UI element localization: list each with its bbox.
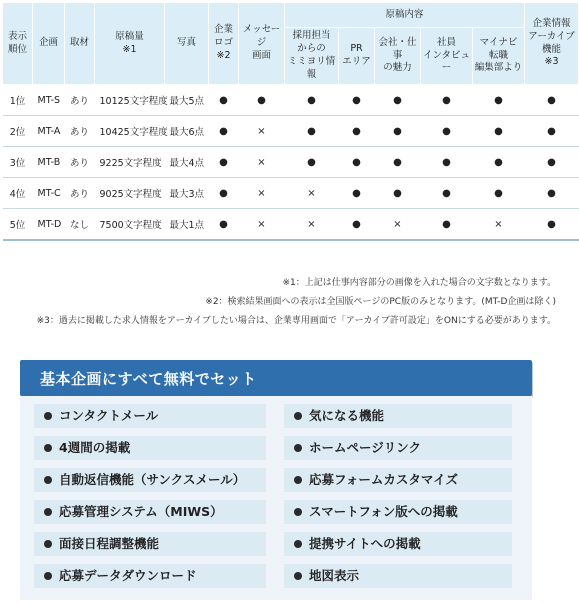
cell-plan: MT-S xyxy=(33,85,65,116)
header-interview: 取材 xyxy=(65,3,95,85)
cell-rank: 3位 xyxy=(3,147,33,178)
feature-item xyxy=(34,404,266,428)
feature-label: 応募管理システム（MIWS） xyxy=(59,504,223,519)
cell-photos: 最大3点 xyxy=(165,178,209,209)
cell-mark: ● xyxy=(375,147,421,178)
cell-interview: あり xyxy=(65,147,95,178)
cell-mark: ● xyxy=(339,147,375,178)
table-row xyxy=(3,147,579,178)
footnotes xyxy=(0,274,556,331)
footnote: ※3：過去に掲載した求人情報をアーカイブしたい場合は、企業専用画面で「アーカイブ許可設定」をONにする必要があります。 xyxy=(36,316,556,326)
table-row xyxy=(3,85,579,116)
bullet-icon xyxy=(294,444,302,452)
cell-mark: × xyxy=(239,178,285,209)
header-rank: 表示 順位 xyxy=(3,3,33,85)
cell-mark: ● xyxy=(239,85,285,116)
cell-interview: あり xyxy=(65,116,95,147)
cell-mark: ● xyxy=(209,85,239,116)
header-content-group: 原稿内容 xyxy=(285,3,525,28)
feature-item xyxy=(34,468,266,492)
feature-item xyxy=(284,468,512,492)
header-content-col: マイナビ 転職 編集部より xyxy=(473,28,525,85)
bullet-icon xyxy=(44,540,52,548)
feature-label: コンタクトメール xyxy=(59,408,159,423)
bullet-icon xyxy=(44,412,52,420)
cell-interview: あり xyxy=(65,85,95,116)
bullet-icon xyxy=(44,572,52,580)
feature-label: 面接日程調整機能 xyxy=(59,536,160,551)
cell-volume: 9025文字程度 xyxy=(95,178,165,209)
cell-mark: ● xyxy=(209,147,239,178)
cell-mark: ● xyxy=(375,116,421,147)
table-row xyxy=(3,178,579,209)
cell-mark: ● xyxy=(421,85,473,116)
feature-item xyxy=(34,564,266,588)
cell-volume: 9225文字程度 xyxy=(95,147,165,178)
cell-volume: 7500文字程度 xyxy=(95,209,165,241)
cell-mark: ● xyxy=(525,116,579,147)
cell-mark: ● xyxy=(339,116,375,147)
cell-mark: ● xyxy=(375,85,421,116)
feature-label: 4週間の掲載 xyxy=(59,440,131,455)
table-row xyxy=(3,209,579,241)
cell-mark: ● xyxy=(421,209,473,241)
feature-label: スマートフォン版への掲載 xyxy=(309,504,458,519)
cell-mark: ● xyxy=(473,116,525,147)
feature-item xyxy=(284,436,512,460)
feature-item xyxy=(284,500,512,524)
cell-mark: ● xyxy=(525,85,579,116)
cell-interview: なし xyxy=(65,209,95,241)
cell-mark: ● xyxy=(525,178,579,209)
feature-item xyxy=(284,564,512,588)
cell-mark: ● xyxy=(473,147,525,178)
feature-label: ホームページリンク xyxy=(309,440,422,455)
cell-plan: MT-C xyxy=(33,178,65,209)
cell-mark: ● xyxy=(473,85,525,116)
feature-item xyxy=(284,532,512,556)
cell-rank: 4位 xyxy=(3,178,33,209)
cell-photos: 最大1点 xyxy=(165,209,209,241)
cell-mark: × xyxy=(239,116,285,147)
cell-mark: × xyxy=(285,178,339,209)
bullet-icon xyxy=(44,444,52,452)
bullet-icon xyxy=(294,476,302,484)
feature-item xyxy=(34,500,266,524)
footnote: ※1：上記は仕事内容部分の画像を入れた場合の文字数となります。 xyxy=(282,278,556,288)
header-logo: 企業 ロゴ ※2 xyxy=(209,3,239,85)
feature-item xyxy=(34,532,266,556)
cell-mark: ● xyxy=(339,85,375,116)
cell-volume: 10425文字程度 xyxy=(95,116,165,147)
feature-item xyxy=(34,436,266,460)
bullet-icon xyxy=(44,508,52,516)
free-features-banner xyxy=(20,360,532,396)
header-content-col: 会社・仕事 の魅力 xyxy=(375,28,421,85)
cell-mark: ● xyxy=(339,178,375,209)
cell-plan: MT-A xyxy=(33,116,65,147)
header-content-col: 採用担当 からの ミミヨリ情報 xyxy=(285,28,339,85)
table-row xyxy=(3,116,579,147)
cell-mark: ● xyxy=(339,209,375,241)
cell-photos: 最大4点 xyxy=(165,147,209,178)
cell-mark: ● xyxy=(285,116,339,147)
bullet-icon xyxy=(44,476,52,484)
feature-label: 気になる機能 xyxy=(309,408,385,423)
cell-photos: 最大6点 xyxy=(165,116,209,147)
feature-item xyxy=(284,404,512,428)
footnote: ※2：検索結果画面への表示は全国版ページのPC版のみとなります。(MT-D企画は除く) xyxy=(205,297,556,307)
header-archive: 企業情報 アーカイブ 機能 ※3 xyxy=(525,3,579,85)
feature-label: 応募データダウンロード xyxy=(59,568,197,583)
header-message: メッセージ 画面 xyxy=(239,3,285,85)
cell-mark: ● xyxy=(525,209,579,241)
cell-volume: 10125文字程度 xyxy=(95,85,165,116)
header-content-col: 社員 インタビュー xyxy=(421,28,473,85)
cell-mark: ● xyxy=(473,178,525,209)
cell-mark: × xyxy=(239,209,285,241)
banner-title: 基本企画にすべて無料でセット xyxy=(40,370,257,388)
header-content-col: PR エリア xyxy=(339,28,375,85)
cell-plan: MT-D xyxy=(33,209,65,241)
cell-mark: ● xyxy=(209,209,239,241)
cell-mark: × xyxy=(239,147,285,178)
feature-label: 提携サイトへの掲載 xyxy=(309,536,421,551)
cell-rank: 2位 xyxy=(3,116,33,147)
cell-mark: ● xyxy=(285,147,339,178)
feature-label: 地図表示 xyxy=(309,568,360,583)
cell-rank: 5位 xyxy=(3,209,33,241)
cell-mark: ● xyxy=(421,116,473,147)
cell-interview: あり xyxy=(65,178,95,209)
cell-mark: ● xyxy=(525,147,579,178)
cell-mark: ● xyxy=(375,178,421,209)
plan-comparison-table xyxy=(2,2,579,241)
cell-mark: ● xyxy=(209,178,239,209)
cell-mark: ● xyxy=(421,178,473,209)
feature-label: 自動返信機能（サンクスメール） xyxy=(59,472,246,487)
bullet-icon xyxy=(294,412,302,420)
cell-rank: 1位 xyxy=(3,85,33,116)
cell-mark: ● xyxy=(421,147,473,178)
cell-mark: × xyxy=(473,209,525,241)
feature-label: 応募フォームカスタマイズ xyxy=(309,472,459,487)
header-plan: 企画 xyxy=(33,3,65,85)
bullet-icon xyxy=(294,540,302,548)
header-photos: 写真 xyxy=(165,3,209,85)
bullet-icon xyxy=(294,572,302,580)
cell-mark: × xyxy=(375,209,421,241)
cell-plan: MT-B xyxy=(33,147,65,178)
cell-mark: ● xyxy=(285,85,339,116)
cell-mark: × xyxy=(285,209,339,241)
cell-mark: ● xyxy=(209,116,239,147)
header-volume: 原稿量 ※1 xyxy=(95,3,165,85)
bullet-icon xyxy=(294,508,302,516)
cell-photos: 最大5点 xyxy=(165,85,209,116)
